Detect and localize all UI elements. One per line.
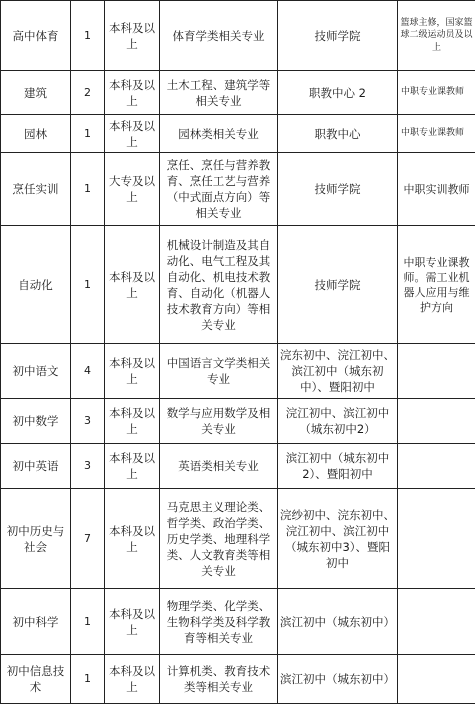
major-cell: 计算机类、教育技术类等相关专业	[160, 655, 278, 704]
count-cell: 1	[71, 153, 105, 226]
school-cell: 技师学院	[278, 226, 398, 344]
note-cell: 篮球主修，国家篮球二级运动员及以上	[398, 1, 475, 71]
note-cell: 中职专业课教师	[398, 71, 475, 115]
note-cell	[398, 399, 475, 444]
major-cell: 园林类相关专业	[160, 115, 278, 153]
school-cell: 浣江初中、滨江初中（城东初中2）	[278, 399, 398, 444]
note-cell: 中职专业课教师	[398, 115, 475, 153]
count-cell: 7	[71, 489, 105, 589]
count-cell: 1	[71, 589, 105, 655]
major-cell: 机械设计制造及其自动化、电气工程及其自动化、机电技术教育、自动化（机器人技术教育方向）等相关专业	[160, 226, 278, 344]
subject-cell: 高中体育	[1, 1, 71, 71]
count-cell: 3	[71, 399, 105, 444]
count-cell: 3	[71, 444, 105, 489]
education-cell: 大专及以上	[105, 153, 160, 226]
education-cell: 本科及以上	[105, 226, 160, 344]
table-row	[1, 226, 475, 344]
school-cell: 浣纱初中、浣东初中、浣江初中、滨江初中（城东初中3）、暨阳初中	[278, 489, 398, 589]
school-cell: 滨江初中（城东初中）	[278, 655, 398, 704]
subject-cell: 初中历史与社会	[1, 489, 71, 589]
count-cell: 1	[71, 115, 105, 153]
note-cell: 中职实训教师	[398, 153, 475, 226]
school-cell: 滨江初中（城东初中）	[278, 589, 398, 655]
count-cell: 2	[71, 71, 105, 115]
table-row	[1, 444, 475, 489]
school-cell: 技师学院	[278, 1, 398, 71]
note-cell: 中职专业课教师。需工业机器人应用与维护方向	[398, 226, 475, 344]
count-cell: 4	[71, 344, 105, 399]
school-cell: 技师学院	[278, 153, 398, 226]
education-cell: 本科及以上	[105, 1, 160, 71]
table-row	[1, 489, 475, 589]
education-cell: 本科及以上	[105, 655, 160, 704]
subject-cell: 初中信息技术	[1, 655, 71, 704]
major-cell: 物理学类、化学类、生物科学类及科学教育等相关专业	[160, 589, 278, 655]
education-cell: 本科及以上	[105, 344, 160, 399]
note-cell	[398, 655, 475, 704]
note-cell	[398, 589, 475, 655]
education-cell: 本科及以上	[105, 489, 160, 589]
count-cell: 1	[71, 655, 105, 704]
subject-cell: 初中语文	[1, 344, 71, 399]
note-cell	[398, 489, 475, 589]
subject-cell: 烹任实训	[1, 153, 71, 226]
subject-cell: 初中科学	[1, 589, 71, 655]
education-cell: 本科及以上	[105, 399, 160, 444]
school-cell: 浣东初中、浣江初中、滨江初中（城东初中）、暨阳初中	[278, 344, 398, 399]
subject-cell: 园林	[1, 115, 71, 153]
school-cell: 滨江初中（城东初中2）、暨阳初中	[278, 444, 398, 489]
count-cell: 1	[71, 226, 105, 344]
count-cell: 1	[71, 1, 105, 71]
table-row	[1, 1, 475, 71]
major-cell: 英语类相关专业	[160, 444, 278, 489]
note-cell	[398, 444, 475, 489]
major-cell: 数学与应用数学及相关专业	[160, 399, 278, 444]
major-cell: 体育学类相关专业	[160, 1, 278, 71]
major-cell: 中国语言文学类相关专业	[160, 344, 278, 399]
school-cell: 职教中心 2	[278, 71, 398, 115]
note-cell	[398, 344, 475, 399]
subject-cell: 建筑	[1, 71, 71, 115]
subject-cell: 初中英语	[1, 444, 71, 489]
table-row	[1, 399, 475, 444]
table-row	[1, 344, 475, 399]
major-cell: 土木工程、建筑学等相关专业	[160, 71, 278, 115]
table-row	[1, 153, 475, 226]
subject-cell: 自动化	[1, 226, 71, 344]
subject-cell: 初中数学	[1, 399, 71, 444]
education-cell: 本科及以上	[105, 444, 160, 489]
table-row	[1, 71, 475, 115]
education-cell: 本科及以上	[105, 71, 160, 115]
major-cell: 烹任、烹任与营养教育、烹任工艺与营养（中式面点方向）等相关专业	[160, 153, 278, 226]
table-row	[1, 115, 475, 153]
major-cell: 马克思主义理论类、哲学类、政治学类、历史学类、地理科学类、人文教育类等相关专业	[160, 489, 278, 589]
school-cell: 职教中心	[278, 115, 398, 153]
table-row	[1, 655, 475, 704]
education-cell: 本科及以上	[105, 115, 160, 153]
education-cell: 本科及以上	[105, 589, 160, 655]
table-row	[1, 589, 475, 655]
